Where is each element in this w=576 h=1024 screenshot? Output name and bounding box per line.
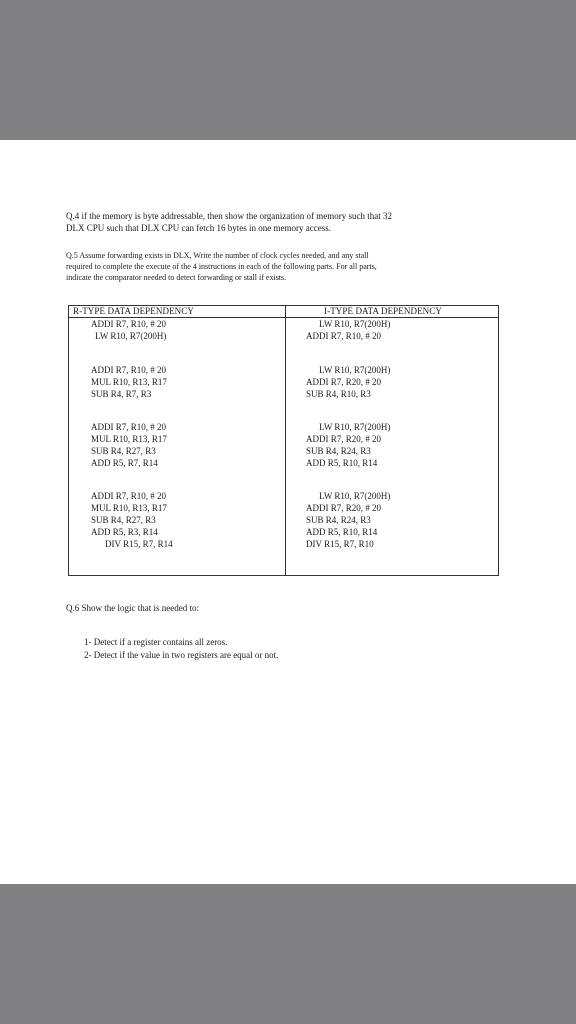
question-4 (66, 210, 506, 234)
instruction-line: ADD R5, R3, R14 (91, 527, 158, 537)
instruction-line: ADDI R7, R10, # 20 (91, 422, 167, 432)
column-divider (285, 306, 286, 575)
instruction-line: DIV R15, R7, R10 (306, 539, 374, 549)
question-6-list (84, 636, 278, 661)
i-type-group-3 (306, 421, 390, 469)
instruction-line: LW R10, R7(200H) (319, 319, 391, 329)
instruction-line: LW R10, R7(200H) (319, 365, 391, 375)
i-type-group-2 (306, 364, 390, 400)
question-5 (66, 250, 506, 283)
instruction-line: ADDI R7, R10, # 20 (91, 319, 167, 329)
question-6 (66, 602, 506, 614)
r-type-group-1 (91, 318, 166, 342)
i-type-group-1 (306, 318, 390, 342)
question-6-title: Q.6 Show the logic that is needed to: (66, 603, 199, 613)
instruction-line: SUB R4, R27, R3 (91, 446, 156, 456)
instruction-line: MUL R10, R13, R17 (91, 503, 167, 513)
i-type-group-4 (306, 490, 390, 550)
instruction-line: ADDI R7, R10, # 20 (91, 491, 167, 501)
question-4-line-2: DLX CPU such that DLX CPU can fetch 16 bytes in one memory access. (66, 223, 331, 233)
instruction-line: SUB R4, R27, R3 (91, 515, 156, 525)
r-type-group-2 (91, 364, 167, 400)
instruction-line: ADDI R7, R10, # 20 (91, 365, 167, 375)
instruction-line: ADDI R7, R10, # 20 (306, 331, 382, 341)
instruction-line: DIV R15, R7, R14 (105, 539, 173, 549)
r-type-header: R-TYPE DATA DEPENDENCY (73, 306, 194, 316)
r-type-group-3 (91, 421, 167, 469)
i-type-header: I-TYPE DATA DEPENDENCY (324, 306, 442, 316)
instruction-line: ADD R5, R10, R14 (306, 458, 378, 468)
instruction-line: ADD R5, R10, R14 (306, 527, 378, 537)
instruction-line: LW R10, R7(200H) (319, 491, 391, 501)
instruction-line: MUL R10, R13, R17 (91, 377, 167, 387)
dependency-table (68, 305, 499, 576)
list-item: 1- Detect if a register contains all zeros. (84, 637, 228, 647)
instruction-line: ADDI R7, R20, # 20 (306, 434, 382, 444)
instruction-line: LW R10, R7(200H) (95, 331, 167, 341)
question-4-line-1: Q.4 if the memory is byte addressable, then show the organization of memory such that 32 (66, 211, 393, 221)
r-type-group-4 (91, 490, 173, 550)
instruction-line: SUB R4, R24, R3 (306, 446, 371, 456)
instruction-line: MUL R10, R13, R17 (91, 434, 167, 444)
instruction-line: SUB R4, R10, R3 (306, 389, 371, 399)
instruction-line: SUB R4, R24, R3 (306, 515, 371, 525)
instruction-line: SUB R4, R7, R3 (91, 389, 152, 399)
instruction-line: LW R10, R7(200H) (319, 422, 391, 432)
question-5-line-3: indicate the comparator needed to detect forwarding or stall if exists. (66, 273, 287, 282)
instruction-line: ADDI R7, R20, # 20 (306, 377, 382, 387)
document-page (0, 140, 576, 884)
question-5-line-2: required to complete the execute of the 4 instructions in each of the following parts. For all parts, (66, 262, 377, 271)
instruction-line: ADD R5, R7, R14 (91, 458, 158, 468)
list-item: 2- Detect if the value in two registers are equal or not. (84, 649, 279, 660)
instruction-line: ADDI R7, R20, # 20 (306, 503, 382, 513)
question-5-line-1: Q.5 Assume forwarding exists in DLX, Write the number of clock cycles needed, and any stall (66, 251, 369, 260)
